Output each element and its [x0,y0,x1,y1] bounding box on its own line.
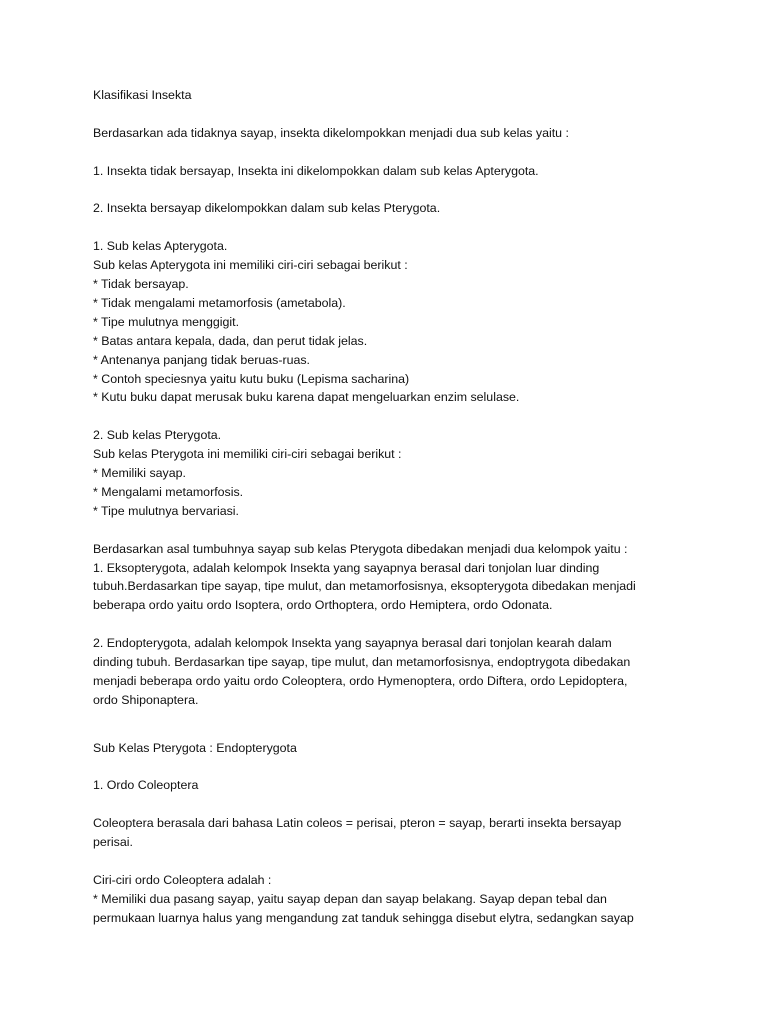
text-line: tubuh.Berdasarkan tipe sayap, tipe mulut, dan metamorfosisnya, eksopterygota dibedakan menjadi [93,579,636,594]
paragraph [93,871,693,928]
paragraph [93,814,693,852]
text-line: * Tidak bersayap. [93,277,189,291]
text-line: 1. Ordo Coleoptera [93,778,199,793]
text-line: Coleoptera berasala dari bahasa Latin coleos = perisai, pteron = sayap, berarti insekta bersayap [93,816,622,831]
section-heading: Sub Kelas Pterygota : Endopterygota [93,740,297,755]
text-line: * Kutu buku dapat merusak buku karena dapat mengeluarkan enzim selulase. [93,390,520,405]
text-line: Sub kelas Pterygota ini memiliki ciri-ciri sebagai berikut : [93,447,402,462]
text-line: 1. Insekta tidak bersayap, Insekta ini dikelompokkan dalam sub kelas Apterygota. [93,163,539,178]
text-line: menjadi beberapa ordo yaitu ordo Coleoptera, ordo Hymenoptera, ordo Diftera, ordo Lepidoptera, [93,673,628,688]
text-line: beberapa ordo yaitu ordo Isoptera, ordo Orthoptera, ordo Hemiptera, ordo Odonata. [93,598,553,613]
paragraph [93,634,693,710]
text-line: 1. Eksopterygota, adalah kelompok Insekta yang sayapnya berasal dari tonjolan luar dinding [93,560,600,575]
text-line: * Batas antara kepala, dada, dan perut tidak jelas. [93,333,368,348]
text-line: 2. Endopterygota, adalah kelompok Insekta yang sayapnya berasal dari tonjolan kearah dalam [93,636,612,651]
text-line: ordo Shiponaptera. [93,692,199,707]
text-line: * Mengalami metamorfosis. [93,484,244,499]
text-line: Ciri-ciri ordo Coleoptera adalah : [93,872,272,887]
text-line: * Memiliki sayap. [93,466,186,481]
text-line: Berdasarkan ada tidaknya sayap, insekta dikelompokkan menjadi dua sub kelas yaitu : [93,125,569,140]
text-line: * Tipe mulutnya bervariasi. [93,503,240,518]
paragraph [93,124,693,143]
paragraph-group [93,776,693,927]
paragraph [93,426,693,521]
text-line: 1. Sub kelas Apterygota. [93,239,228,254]
text-line: permukaan luarnya halus yang mengandung zat tanduk sehingga disebut elytra, sedangkan sayap [93,910,634,925]
text-line: Berdasarkan asal tumbuhnya sayap sub kelas Pterygota dibedakan menjadi dua kelompok yaitu : [93,541,628,556]
text-line: 2. Insekta bersayap dikelompokkan dalam sub kelas Pterygota. [93,201,441,216]
paragraph [93,237,693,407]
text-line: * Tipe mulutnya menggigit. [93,314,240,329]
text-line: dinding tubuh. Berdasarkan tipe sayap, tipe mulut, dan metamorfosisnya, endoptrygota dibedakan [93,655,631,670]
text-line: * Tidak mengalami metamorfosis (ametabola). [93,295,346,310]
text-line: 2. Sub kelas Pterygota. [93,428,222,443]
document-body [93,86,693,947]
text-line: perisai. [93,835,133,850]
text-line: Sub kelas Apterygota ini memiliki ciri-ciri sebagai berikut : [93,258,408,273]
document-title: Klasifikasi Insekta [93,88,192,102]
paragraph [93,199,693,218]
text-line: * Antenanya panjang tidak beruas-ruas. [93,352,310,367]
paragraph [93,776,693,795]
paragraph-group [93,124,693,710]
text-line: * Memiliki dua pasang sayap, yaitu sayap depan dan sayap belakang. Sayap depan tebal dan [93,891,607,906]
paragraph [93,162,693,181]
paragraph [93,540,693,616]
text-line: * Contoh speciesnya yaitu kutu buku (Lepisma sacharina) [93,371,410,386]
